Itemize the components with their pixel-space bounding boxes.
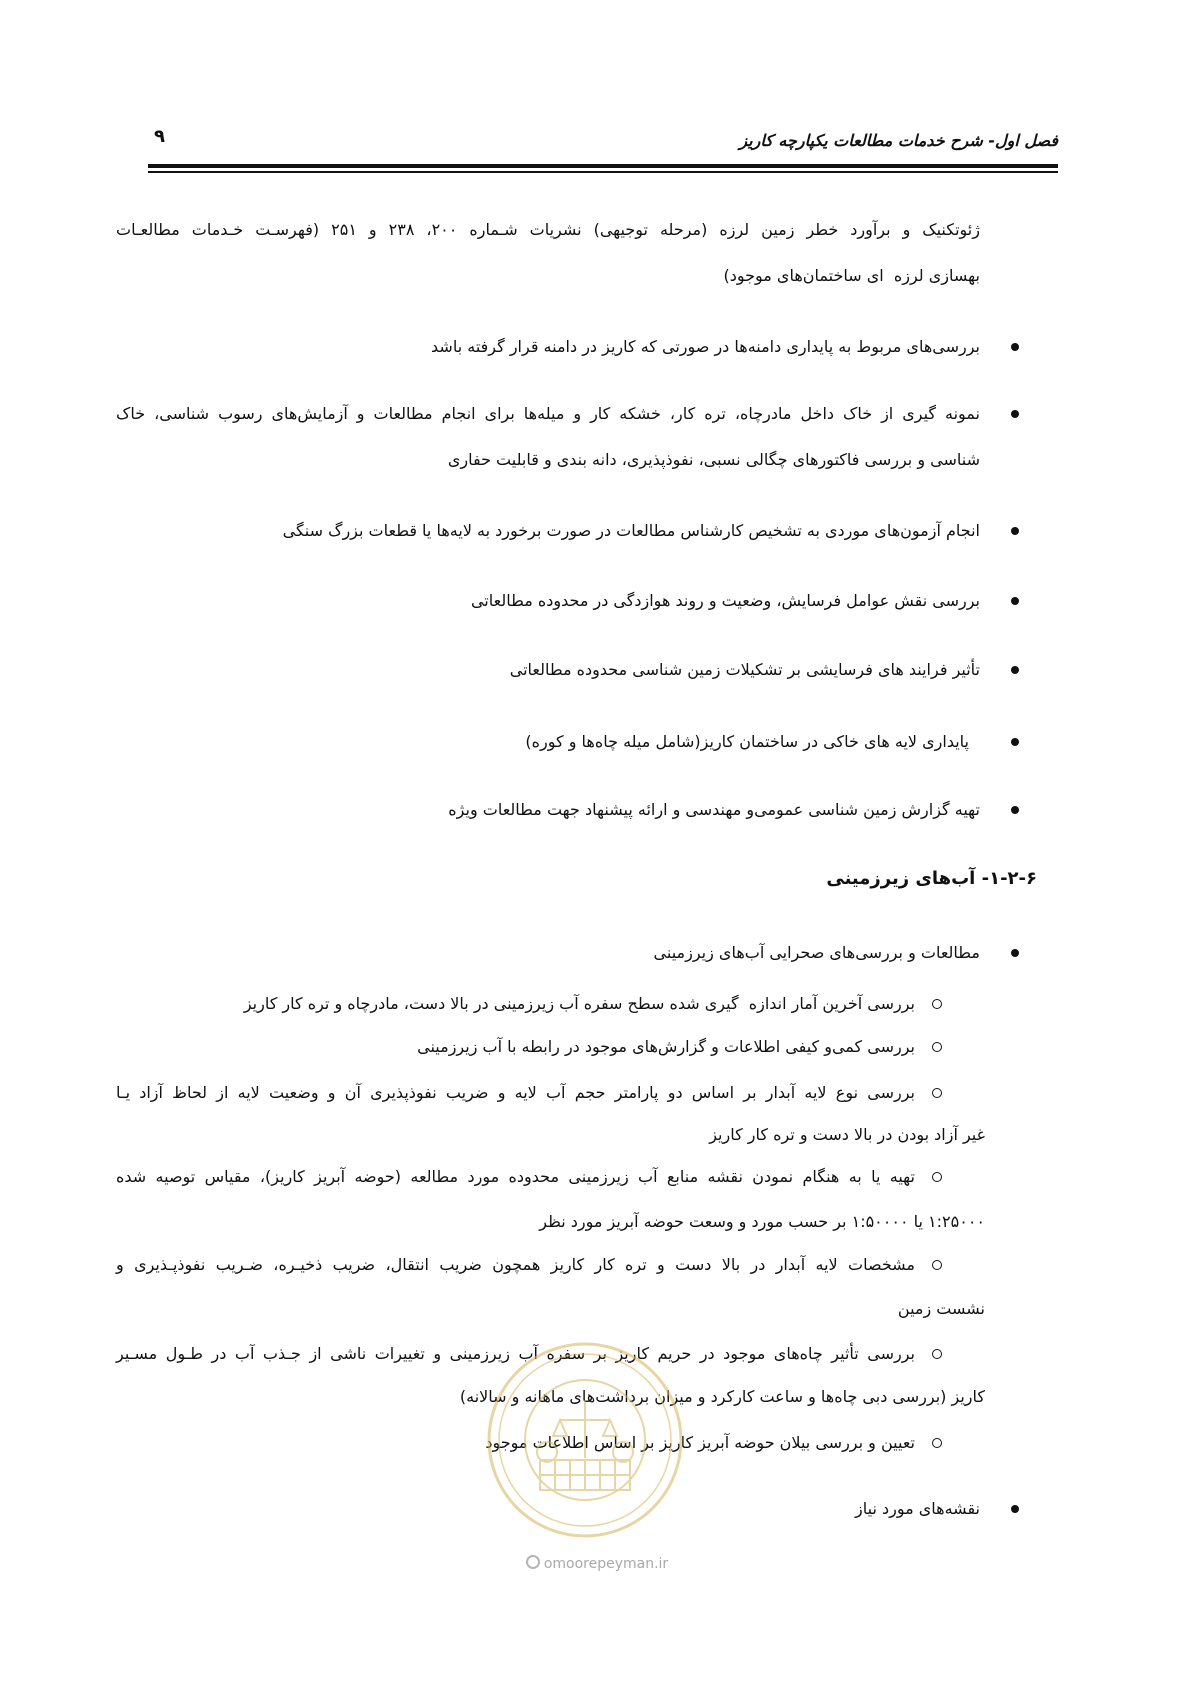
watermark-seal-logo [485,1340,685,1540]
bullet-item-text: بررسی‌های مربوط به پایداری دامنه‌ها در صورتی که کاریز در دامنه قرار گرفته باشد [431,337,980,356]
sub-item-text: بررسی تأثیر چاه‌های موجود در حریم کاریز بر سفره آب زیرزمینی و تغییرات ناشی از جـذب آب در طـول مسـیر [116,1344,915,1363]
sub-item-text: ۱:۲۵۰۰۰ یا ۱:۵۰۰۰۰ بر حسب مورد و وسعت حوضه آبریز مورد نظر [539,1212,985,1231]
header-rule-thick [148,164,1058,168]
sub-item-text: تعیین و بررسی بیلان حوضه آبریز کاریز بر اساس اطلاعات موجود [485,1433,915,1452]
bullet-dot [1011,666,1019,674]
hollow-bullet [932,999,942,1009]
bullet-dot [1011,1505,1019,1513]
bullet-dot [1011,738,1019,746]
intro-line: بهسازی لرزه ای ساختمان‌های موجود) [723,266,980,285]
bullet-item-text: نقشه‌های مورد نیاز [855,1499,980,1518]
page-number: ۹ [154,126,165,147]
bullet-dot [1011,597,1019,605]
intro-line: ژئوتکنیک و برآورد خطر زمین لرزه (مرحله توجیهی) نشریات شـماره ۲۰۰، ۲۳۸ و ۲۵۱ (فهرسـت خـدمات مطالعـات [116,220,980,239]
bullet-item-text: بررسی نقش عوامل فرسایش، وضعیت و روند هوازدگی در محدوده مطالعاتی [470,591,980,610]
bullet-item-text: شناسی و بررسی فاکتورهای چگالی نسبی، نفوذپذیری، دانه بندی و قابلیت حفاری [447,450,980,469]
sub-item-text: مشخصات لایه آبدار در بالا دست و تره کار کاریز همچون ضریب انتقال، ضریب ذخیـره، ضـریب نفوذپـذیری و [116,1255,915,1274]
header-rule-thin [148,171,1058,173]
sub-item-text: بررسی نوع لایه آبدار بر اساس دو پارامتر حجم آب لایه و ضریب نفوذپذیری آن و وضعیت لایه از لحاظ آزاد یـا [116,1083,915,1102]
bullet-item-text: مطالعات و بررسی‌های صحرایی آب‌های زیرزمینی [653,943,980,962]
watermark-site-text: omoorepeyman.ir [543,1556,669,1572]
bullet-item-text: پایداری لایه های خاکی در ساختمان کاریز(شامل میله چاه‌ها و کوره) [525,732,969,751]
watermark-site [497,1553,697,1575]
bullet-dot [1011,410,1019,418]
bullet-item-text: نمونه گیری از خاک داخل مادرچاه، تره کار، خشکه کار و میله‌ها برای انجام مطالعات و آزمایش‌های رسوب شناسی، خاک [116,404,980,423]
sub-item-text: بررسی آخرین آمار اندازه گیری شده سطح سفره آب زیرزمینی در بالا دست، مادرچاه و تره کار کاریز [243,994,915,1013]
hollow-bullet [932,1260,942,1270]
bullet-item-text: تهیه گزارش زمین شناسی عمومی‌و مهندسی و ارائه پیشنهاد جهت مطالعات ویژه [448,800,980,819]
hollow-bullet [932,1349,942,1359]
hollow-bullet [932,1172,942,1182]
sub-item-text: نشست زمین [897,1299,985,1318]
sub-item-text: تهیه یا به هنگام نمودن نقشه منابع آب زیرزمینی محدوده مورد مطالعه (حوضه آبریز کاریز)، مقیاس توصیه شده [116,1167,915,1186]
sub-item-text: کاریز (بررسی دبی چاه‌ها و ساعت کارکرد و میزان برداشت‌های ماهانه و سالانه) [459,1387,985,1406]
section-heading: ۱-۲-۶- آب‌های زیرزمینی [826,868,1037,889]
bullet-item-text: انجام آزمون‌های موردی به تشخیص کارشناس مطالعات در صورت برخورد به لایه‌ها یا قطعات بزرگ سنگی [282,521,980,540]
bullet-dot [1011,949,1019,957]
sub-item-text: غیر آزاد بودن در بالا دست و تره کار کاریز [709,1125,985,1144]
chapter-title: فصل اول- شرح خدمات مطالعات یکپارچه کاریز [739,131,1058,150]
bullet-dot [1011,527,1019,535]
hollow-bullet [932,1438,942,1448]
hollow-bullet [932,1042,942,1052]
watermark-globe-icon [526,1555,540,1569]
sub-item-text: بررسی کمی‌و کیفی اطلاعات و گزارش‌های موجود در رابطه با آب زیرزمینی [417,1037,915,1056]
bullet-item-text: تأثیر فرایند های فرسایشی بر تشکیلات زمین شناسی محدوده مطالعاتی [509,660,980,679]
bullet-dot [1011,806,1019,814]
hollow-bullet [932,1088,942,1098]
bullet-dot [1011,343,1019,351]
